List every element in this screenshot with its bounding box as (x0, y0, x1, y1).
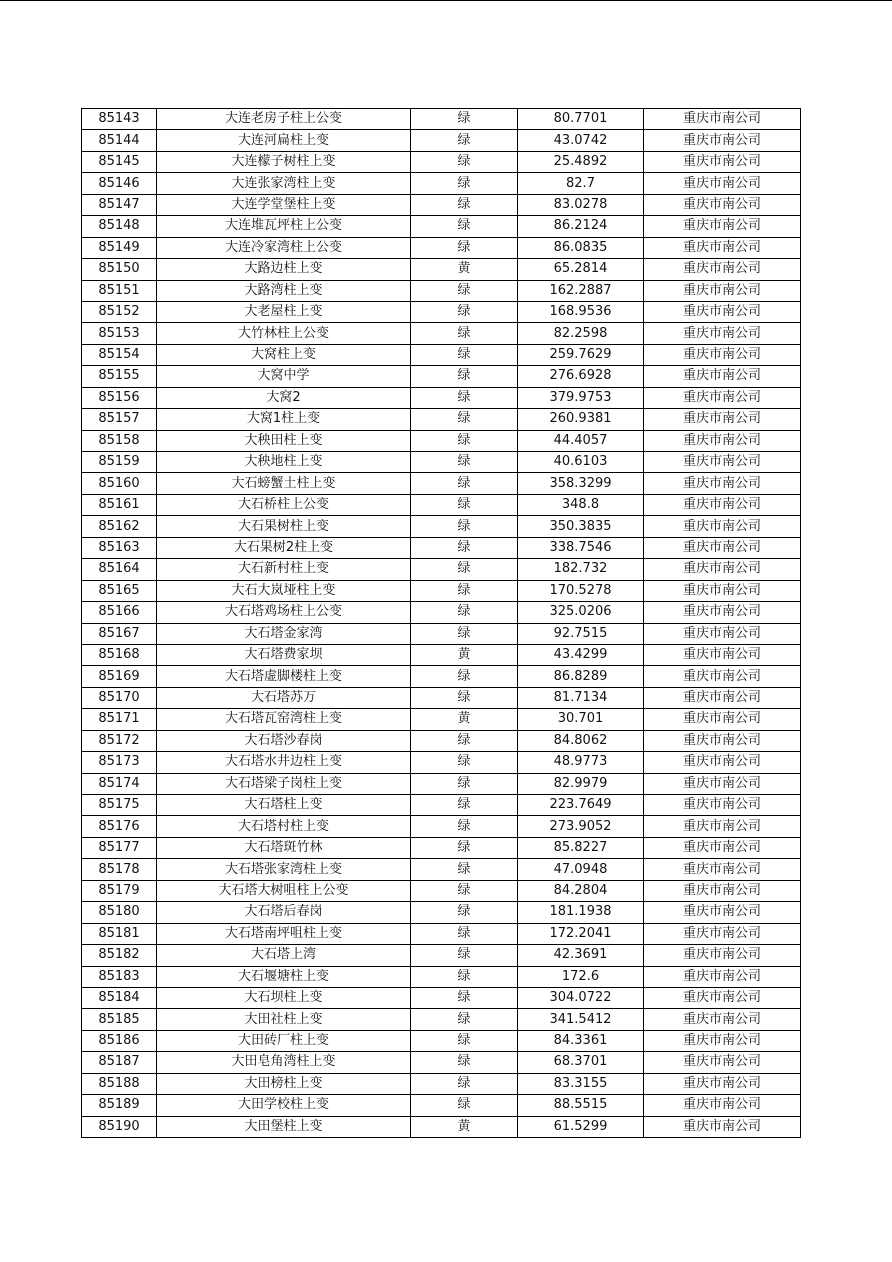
cell-name: 大石桥柱上公变 (157, 494, 411, 515)
table-row (82, 1030, 801, 1051)
cell-id: 85175 (82, 795, 157, 816)
cell-company: 重庆市南公司 (644, 1116, 801, 1137)
table-row (82, 130, 801, 151)
cell-status: 绿 (411, 966, 518, 987)
table-row (82, 559, 801, 580)
cell-value: 273.9052 (518, 816, 644, 837)
table-row (82, 259, 801, 280)
cell-id: 85146 (82, 173, 157, 194)
cell-name: 大连老房子柱上公变 (157, 109, 411, 130)
cell-status: 绿 (411, 837, 518, 858)
cell-id: 85169 (82, 666, 157, 687)
table-row (82, 216, 801, 237)
cell-id: 85155 (82, 366, 157, 387)
cell-value: 82.9979 (518, 773, 644, 794)
cell-id: 85153 (82, 323, 157, 344)
table-row (82, 644, 801, 665)
cell-name: 大窝1柱上变 (157, 409, 411, 430)
cell-id: 85149 (82, 237, 157, 258)
cell-name: 大连学堂堡柱上变 (157, 194, 411, 215)
cell-value: 182.732 (518, 559, 644, 580)
cell-status: 绿 (411, 752, 518, 773)
cell-company: 重庆市南公司 (644, 709, 801, 730)
cell-company: 重庆市南公司 (644, 430, 801, 451)
cell-company: 重庆市南公司 (644, 880, 801, 901)
cell-company: 重庆市南公司 (644, 1052, 801, 1073)
table-row (82, 1052, 801, 1073)
cell-name: 大秧田柱上变 (157, 430, 411, 451)
cell-company: 重庆市南公司 (644, 473, 801, 494)
cell-id: 85189 (82, 1095, 157, 1116)
cell-id: 85173 (82, 752, 157, 773)
cell-id: 85164 (82, 559, 157, 580)
cell-company: 重庆市南公司 (644, 837, 801, 858)
table-row (82, 773, 801, 794)
cell-id: 85178 (82, 859, 157, 880)
cell-status: 绿 (411, 945, 518, 966)
page-top-border (0, 0, 892, 1)
cell-id: 85165 (82, 580, 157, 601)
cell-name: 大田砖厂柱上变 (157, 1030, 411, 1051)
cell-company: 重庆市南公司 (644, 301, 801, 322)
cell-company: 重庆市南公司 (644, 923, 801, 944)
cell-id: 85147 (82, 194, 157, 215)
cell-company: 重庆市南公司 (644, 1030, 801, 1051)
cell-company: 重庆市南公司 (644, 237, 801, 258)
cell-company: 重庆市南公司 (644, 109, 801, 130)
cell-value: 223.7649 (518, 795, 644, 816)
cell-company: 重庆市南公司 (644, 580, 801, 601)
cell-name: 大路边柱上变 (157, 259, 411, 280)
cell-company: 重庆市南公司 (644, 902, 801, 923)
cell-name: 大石塔费家坝 (157, 644, 411, 665)
cell-id: 85172 (82, 730, 157, 751)
cell-status: 绿 (411, 473, 518, 494)
cell-id: 85188 (82, 1073, 157, 1094)
cell-value: 88.5515 (518, 1095, 644, 1116)
table-row (82, 516, 801, 537)
cell-value: 85.8227 (518, 837, 644, 858)
cell-value: 172.6 (518, 966, 644, 987)
table-row (82, 987, 801, 1008)
cell-company: 重庆市南公司 (644, 644, 801, 665)
cell-company: 重庆市南公司 (644, 409, 801, 430)
cell-company: 重庆市南公司 (644, 494, 801, 515)
table-row (82, 173, 801, 194)
cell-id: 85190 (82, 1116, 157, 1137)
cell-id: 85166 (82, 602, 157, 623)
cell-id: 85151 (82, 280, 157, 301)
cell-value: 48.9773 (518, 752, 644, 773)
cell-value: 43.0742 (518, 130, 644, 151)
table-row (82, 687, 801, 708)
cell-status: 绿 (411, 409, 518, 430)
cell-name: 大田学校柱上变 (157, 1095, 411, 1116)
table-row (82, 430, 801, 451)
cell-status: 绿 (411, 666, 518, 687)
cell-status: 绿 (411, 366, 518, 387)
cell-status: 绿 (411, 795, 518, 816)
table-row (82, 859, 801, 880)
cell-name: 大石塔南坪咀柱上变 (157, 923, 411, 944)
cell-status: 绿 (411, 301, 518, 322)
data-table (81, 108, 801, 1138)
cell-company: 重庆市南公司 (644, 130, 801, 151)
cell-name: 大石坝柱上变 (157, 987, 411, 1008)
cell-status: 绿 (411, 237, 518, 258)
cell-value: 43.4299 (518, 644, 644, 665)
table-body (82, 109, 801, 1138)
cell-id: 85163 (82, 537, 157, 558)
cell-company: 重庆市南公司 (644, 537, 801, 558)
cell-company: 重庆市南公司 (644, 216, 801, 237)
cell-id: 85143 (82, 109, 157, 130)
cell-id: 85168 (82, 644, 157, 665)
cell-name: 大石果树2柱上变 (157, 537, 411, 558)
cell-name: 大窝柱上变 (157, 344, 411, 365)
cell-company: 重庆市南公司 (644, 666, 801, 687)
cell-value: 338.7546 (518, 537, 644, 558)
cell-id: 85156 (82, 387, 157, 408)
cell-status: 绿 (411, 452, 518, 473)
cell-value: 86.8289 (518, 666, 644, 687)
table-row (82, 752, 801, 773)
cell-value: 83.0278 (518, 194, 644, 215)
table-row (82, 452, 801, 473)
cell-value: 172.2041 (518, 923, 644, 944)
cell-status: 绿 (411, 494, 518, 515)
cell-status: 绿 (411, 987, 518, 1008)
cell-name: 大石塔瓦窑湾柱上变 (157, 709, 411, 730)
cell-status: 绿 (411, 537, 518, 558)
cell-value: 44.4057 (518, 430, 644, 451)
cell-company: 重庆市南公司 (644, 194, 801, 215)
cell-name: 大连檬子树柱上变 (157, 151, 411, 172)
cell-value: 25.4892 (518, 151, 644, 172)
cell-id: 85184 (82, 987, 157, 1008)
cell-company: 重庆市南公司 (644, 516, 801, 537)
cell-status: 黄 (411, 259, 518, 280)
cell-name: 大连冷家湾柱上公变 (157, 237, 411, 258)
cell-value: 170.5278 (518, 580, 644, 601)
table-row (82, 666, 801, 687)
cell-company: 重庆市南公司 (644, 773, 801, 794)
table-row (82, 1116, 801, 1137)
cell-status: 绿 (411, 280, 518, 301)
cell-value: 341.5412 (518, 1009, 644, 1030)
cell-name: 大石塔苏万 (157, 687, 411, 708)
table-row (82, 730, 801, 751)
cell-name: 大田皂角湾柱上变 (157, 1052, 411, 1073)
cell-status: 绿 (411, 323, 518, 344)
cell-name: 大石塔虚脚楼柱上变 (157, 666, 411, 687)
cell-company: 重庆市南公司 (644, 323, 801, 344)
table-row (82, 816, 801, 837)
table-row (82, 344, 801, 365)
cell-name: 大石塔梁子岗柱上变 (157, 773, 411, 794)
table-row (82, 109, 801, 130)
cell-status: 绿 (411, 1095, 518, 1116)
cell-value: 82.2598 (518, 323, 644, 344)
cell-id: 85187 (82, 1052, 157, 1073)
cell-id: 85148 (82, 216, 157, 237)
cell-status: 绿 (411, 730, 518, 751)
table-row (82, 623, 801, 644)
table-row (82, 366, 801, 387)
cell-status: 绿 (411, 430, 518, 451)
cell-value: 379.9753 (518, 387, 644, 408)
cell-name: 大石果树柱上变 (157, 516, 411, 537)
cell-id: 85185 (82, 1009, 157, 1030)
cell-company: 重庆市南公司 (644, 344, 801, 365)
cell-value: 83.3155 (518, 1073, 644, 1094)
cell-company: 重庆市南公司 (644, 752, 801, 773)
cell-status: 绿 (411, 516, 518, 537)
cell-status: 绿 (411, 1030, 518, 1051)
cell-name: 大石塔张家湾柱上变 (157, 859, 411, 880)
cell-status: 绿 (411, 880, 518, 901)
cell-value: 92.7515 (518, 623, 644, 644)
table-row (82, 602, 801, 623)
cell-company: 重庆市南公司 (644, 366, 801, 387)
cell-company: 重庆市南公司 (644, 387, 801, 408)
cell-status: 绿 (411, 194, 518, 215)
cell-value: 84.2804 (518, 880, 644, 901)
cell-id: 85181 (82, 923, 157, 944)
cell-value: 348.8 (518, 494, 644, 515)
cell-id: 85157 (82, 409, 157, 430)
cell-name: 大石塔村柱上变 (157, 816, 411, 837)
cell-status: 绿 (411, 130, 518, 151)
cell-id: 85179 (82, 880, 157, 901)
cell-company: 重庆市南公司 (644, 730, 801, 751)
cell-company: 重庆市南公司 (644, 559, 801, 580)
cell-name: 大石大岚垭柱上变 (157, 580, 411, 601)
cell-status: 绿 (411, 859, 518, 880)
cell-value: 162.2887 (518, 280, 644, 301)
cell-value: 260.9381 (518, 409, 644, 430)
cell-status: 绿 (411, 344, 518, 365)
cell-name: 大路湾柱上变 (157, 280, 411, 301)
cell-company: 重庆市南公司 (644, 452, 801, 473)
cell-name: 大石塔斑竹林 (157, 837, 411, 858)
cell-name: 大石螃蟹土柱上变 (157, 473, 411, 494)
cell-value: 61.5299 (518, 1116, 644, 1137)
cell-company: 重庆市南公司 (644, 816, 801, 837)
cell-id: 85176 (82, 816, 157, 837)
cell-name: 大田堡柱上变 (157, 1116, 411, 1137)
cell-value: 30.701 (518, 709, 644, 730)
cell-name: 大石新村柱上变 (157, 559, 411, 580)
cell-value: 84.8062 (518, 730, 644, 751)
table-row (82, 387, 801, 408)
cell-company: 重庆市南公司 (644, 987, 801, 1008)
table-row (82, 323, 801, 344)
cell-status: 绿 (411, 387, 518, 408)
cell-company: 重庆市南公司 (644, 945, 801, 966)
table-row (82, 880, 801, 901)
cell-id: 85152 (82, 301, 157, 322)
table-row (82, 237, 801, 258)
table-row (82, 945, 801, 966)
cell-status: 绿 (411, 902, 518, 923)
cell-company: 重庆市南公司 (644, 795, 801, 816)
cell-value: 181.1938 (518, 902, 644, 923)
table-row (82, 194, 801, 215)
cell-value: 42.3691 (518, 945, 644, 966)
table-row (82, 923, 801, 944)
table-row (82, 301, 801, 322)
cell-name: 大窝2 (157, 387, 411, 408)
cell-company: 重庆市南公司 (644, 173, 801, 194)
cell-id: 85158 (82, 430, 157, 451)
table-row (82, 709, 801, 730)
cell-id: 85182 (82, 945, 157, 966)
table-row (82, 580, 801, 601)
cell-value: 358.3299 (518, 473, 644, 494)
cell-value: 86.0835 (518, 237, 644, 258)
cell-name: 大石塔上湾 (157, 945, 411, 966)
table-row (82, 494, 801, 515)
cell-name: 大窝中学 (157, 366, 411, 387)
cell-status: 绿 (411, 109, 518, 130)
cell-status: 黄 (411, 709, 518, 730)
cell-name: 大田榜柱上变 (157, 1073, 411, 1094)
cell-status: 绿 (411, 923, 518, 944)
cell-status: 绿 (411, 623, 518, 644)
cell-company: 重庆市南公司 (644, 687, 801, 708)
cell-name: 大秧地柱上变 (157, 452, 411, 473)
cell-name: 大石塔沙春岗 (157, 730, 411, 751)
cell-status: 绿 (411, 559, 518, 580)
cell-status: 黄 (411, 1116, 518, 1137)
cell-value: 276.6928 (518, 366, 644, 387)
cell-id: 85162 (82, 516, 157, 537)
cell-company: 重庆市南公司 (644, 1009, 801, 1030)
cell-status: 绿 (411, 602, 518, 623)
cell-status: 绿 (411, 580, 518, 601)
cell-value: 80.7701 (518, 109, 644, 130)
cell-value: 86.2124 (518, 216, 644, 237)
table-row (82, 837, 801, 858)
cell-id: 85177 (82, 837, 157, 858)
cell-value: 259.7629 (518, 344, 644, 365)
cell-value: 81.7134 (518, 687, 644, 708)
cell-value: 325.0206 (518, 602, 644, 623)
cell-company: 重庆市南公司 (644, 280, 801, 301)
cell-name: 大石堰塘柱上变 (157, 966, 411, 987)
cell-id: 85161 (82, 494, 157, 515)
table-row (82, 966, 801, 987)
cell-company: 重庆市南公司 (644, 966, 801, 987)
cell-status: 绿 (411, 1052, 518, 1073)
table-row (82, 795, 801, 816)
table-row (82, 902, 801, 923)
cell-status: 绿 (411, 687, 518, 708)
cell-id: 85174 (82, 773, 157, 794)
cell-name: 大田社柱上变 (157, 1009, 411, 1030)
cell-company: 重庆市南公司 (644, 602, 801, 623)
cell-id: 85159 (82, 452, 157, 473)
cell-id: 85144 (82, 130, 157, 151)
cell-value: 350.3835 (518, 516, 644, 537)
cell-status: 黄 (411, 644, 518, 665)
table-row (82, 537, 801, 558)
cell-status: 绿 (411, 816, 518, 837)
cell-company: 重庆市南公司 (644, 1095, 801, 1116)
cell-status: 绿 (411, 216, 518, 237)
cell-name: 大石塔金家湾 (157, 623, 411, 644)
table-row (82, 151, 801, 172)
table-row (82, 1095, 801, 1116)
cell-id: 85170 (82, 687, 157, 708)
cell-name: 大石塔后春岗 (157, 902, 411, 923)
table-row (82, 1009, 801, 1030)
cell-id: 85180 (82, 902, 157, 923)
cell-company: 重庆市南公司 (644, 623, 801, 644)
cell-value: 84.3361 (518, 1030, 644, 1051)
cell-name: 大连堆瓦坪柱上公变 (157, 216, 411, 237)
cell-status: 绿 (411, 773, 518, 794)
cell-name: 大石塔鸡场柱上公变 (157, 602, 411, 623)
cell-name: 大石塔水井边柱上变 (157, 752, 411, 773)
cell-status: 绿 (411, 1073, 518, 1094)
table-row (82, 409, 801, 430)
cell-id: 85145 (82, 151, 157, 172)
cell-id: 85167 (82, 623, 157, 644)
table-row (82, 280, 801, 301)
cell-company: 重庆市南公司 (644, 1073, 801, 1094)
cell-name: 大连张家湾柱上变 (157, 173, 411, 194)
cell-id: 85160 (82, 473, 157, 494)
cell-company: 重庆市南公司 (644, 859, 801, 880)
cell-id: 85150 (82, 259, 157, 280)
cell-value: 40.6103 (518, 452, 644, 473)
cell-name: 大石塔柱上变 (157, 795, 411, 816)
cell-value: 68.3701 (518, 1052, 644, 1073)
cell-name: 大老屋柱上变 (157, 301, 411, 322)
cell-id: 85171 (82, 709, 157, 730)
cell-company: 重庆市南公司 (644, 151, 801, 172)
table-row (82, 1073, 801, 1094)
cell-name: 大竹林柱上公变 (157, 323, 411, 344)
cell-status: 绿 (411, 1009, 518, 1030)
cell-value: 65.2814 (518, 259, 644, 280)
cell-company: 重庆市南公司 (644, 259, 801, 280)
cell-name: 大石塔大树咀柱上公变 (157, 880, 411, 901)
cell-value: 47.0948 (518, 859, 644, 880)
cell-id: 85154 (82, 344, 157, 365)
cell-status: 绿 (411, 151, 518, 172)
cell-value: 82.7 (518, 173, 644, 194)
cell-status: 绿 (411, 173, 518, 194)
cell-value: 168.9536 (518, 301, 644, 322)
cell-id: 85183 (82, 966, 157, 987)
cell-value: 304.0722 (518, 987, 644, 1008)
table-row (82, 473, 801, 494)
cell-id: 85186 (82, 1030, 157, 1051)
cell-name: 大连河扁柱上变 (157, 130, 411, 151)
